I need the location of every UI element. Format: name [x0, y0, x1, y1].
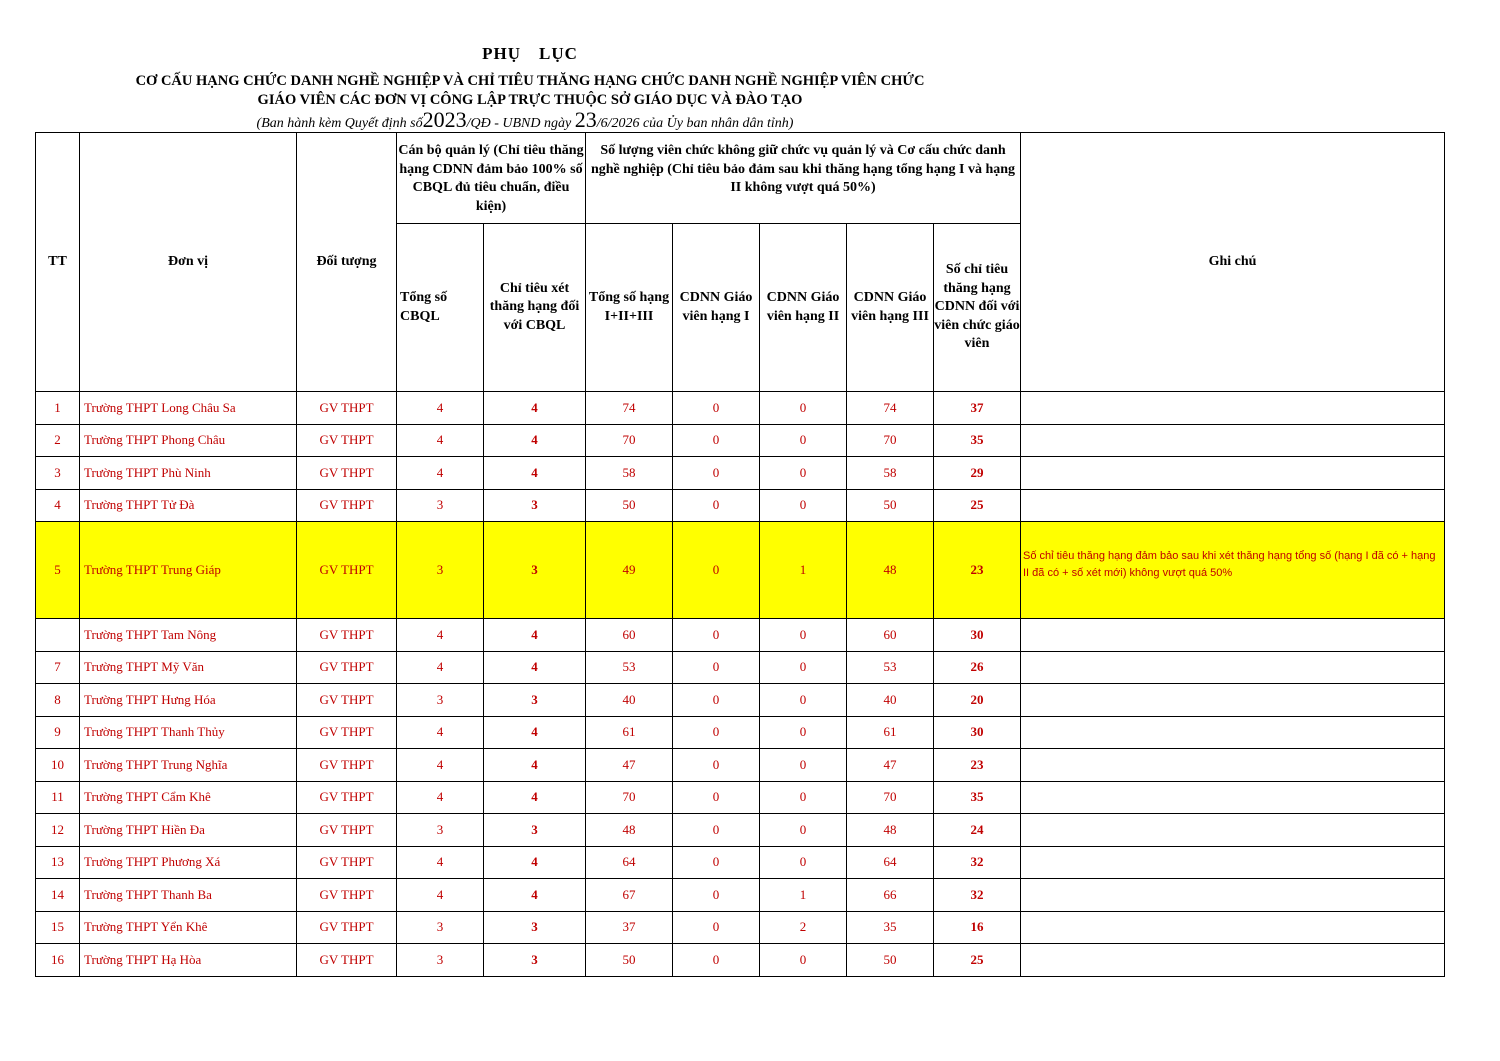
row-total: 50 — [586, 489, 673, 522]
row-unit: Trường THPT Thanh Thủy — [80, 716, 297, 749]
row-quota-cbql: 4 — [484, 392, 586, 425]
row-note — [1021, 944, 1445, 977]
row-note — [1021, 651, 1445, 684]
row-tt: 14 — [36, 879, 80, 912]
row-total-cbql: 4 — [397, 424, 484, 457]
col-target: Đối tượng — [297, 133, 397, 392]
row-quota: 23 — [934, 522, 1021, 619]
row-rank2: 0 — [760, 749, 847, 782]
row-rank2: 0 — [760, 392, 847, 425]
table-row — [36, 944, 1445, 977]
row-unit: Trường THPT Phù Ninh — [80, 457, 297, 490]
row-rank1: 0 — [673, 489, 760, 522]
col-total-rank: Tổng số hạng I+II+III — [586, 224, 673, 392]
row-total: 61 — [586, 716, 673, 749]
table-row — [36, 781, 1445, 814]
row-target: GV THPT — [297, 749, 397, 782]
row-tt: 5 — [36, 522, 80, 619]
table-row — [36, 814, 1445, 847]
row-unit: Trường THPT Yển Khê — [80, 911, 297, 944]
row-quota: 25 — [934, 944, 1021, 977]
table-row — [36, 392, 1445, 425]
table-row — [36, 879, 1445, 912]
row-rank1: 0 — [673, 619, 760, 652]
group-teachers: Số lượng viên chức không giữ chức vụ quản lý và Cơ cấu chức danh nghề nghiệp (Chỉ tiêu bảo đảm sau khi thăng hạng tổng hạng I và hạng II không vượt quá 50%) — [586, 133, 1021, 224]
row-rank3: 64 — [847, 846, 934, 879]
issuance-note: (Ban hành kèm Quyết định số2023/QĐ - UBND ngày 23/6/2026 của Ủy ban nhân dân tỉnh) — [256, 107, 794, 132]
row-rank3: 50 — [847, 489, 934, 522]
row-note: Số chỉ tiêu thăng hạng đảm bảo sau khi xét thăng hạng tổng số (hạng I đã có + hạng II đã có + số xét mới) không vượt quá 50% — [1021, 522, 1445, 619]
row-total: 74 — [586, 392, 673, 425]
row-rank1: 0 — [673, 879, 760, 912]
row-unit: Trường THPT Hiền Đa — [80, 814, 297, 847]
row-quota-cbql: 4 — [484, 781, 586, 814]
row-target: GV THPT — [297, 424, 397, 457]
row-rank3: 48 — [847, 522, 934, 619]
row-unit: Trường THPT Hạ Hòa — [80, 944, 297, 977]
row-rank3: 40 — [847, 684, 934, 717]
row-unit: Trường THPT Tam Nông — [80, 619, 297, 652]
row-total: 70 — [586, 781, 673, 814]
row-rank3: 50 — [847, 944, 934, 977]
row-total-cbql: 4 — [397, 457, 484, 490]
document-heading-line1: CƠ CẤU HẠNG CHỨC DANH NGHỀ NGHIỆP VÀ CHỈ TIÊU THĂNG HẠNG CHỨC DANH NGHỀ NGHIỆP VIÊN CHỨC — [135, 73, 925, 89]
quota-table — [35, 132, 1445, 977]
row-target: GV THPT — [297, 814, 397, 847]
row-target: GV THPT — [297, 879, 397, 912]
row-total-cbql: 4 — [397, 781, 484, 814]
row-total-cbql: 3 — [397, 814, 484, 847]
row-rank2: 0 — [760, 716, 847, 749]
col-total-cbql: Tổng số CBQL — [397, 224, 484, 392]
row-rank3: 61 — [847, 716, 934, 749]
row-rank2: 2 — [760, 911, 847, 944]
col-quota-teachers: Số chỉ tiêu thăng hạng CDNN đối với viên chức giáo viên — [934, 224, 1021, 392]
row-rank2: 0 — [760, 814, 847, 847]
row-target: GV THPT — [297, 911, 397, 944]
row-total: 53 — [586, 651, 673, 684]
col-quota-cbql: Chỉ tiêu xét thăng hạng đối với CBQL — [484, 224, 586, 392]
row-quota-cbql: 4 — [484, 716, 586, 749]
row-total-cbql: 4 — [397, 846, 484, 879]
row-rank3: 48 — [847, 814, 934, 847]
row-rank3: 53 — [847, 651, 934, 684]
row-quota: 32 — [934, 879, 1021, 912]
row-rank1: 0 — [673, 651, 760, 684]
row-tt: 4 — [36, 489, 80, 522]
row-target: GV THPT — [297, 846, 397, 879]
row-rank2: 0 — [760, 944, 847, 977]
row-unit: Trường THPT Trung Giáp — [80, 522, 297, 619]
row-rank1: 0 — [673, 814, 760, 847]
row-total: 50 — [586, 944, 673, 977]
row-unit: Trường THPT Phương Xá — [80, 846, 297, 879]
decision-day: 23 — [574, 107, 597, 132]
row-tt: 15 — [36, 911, 80, 944]
row-note — [1021, 781, 1445, 814]
row-rank2: 0 — [760, 457, 847, 490]
row-tt: 13 — [36, 846, 80, 879]
row-target: GV THPT — [297, 781, 397, 814]
table-row — [36, 651, 1445, 684]
row-quota: 35 — [934, 781, 1021, 814]
row-total: 60 — [586, 619, 673, 652]
row-note — [1021, 846, 1445, 879]
table-row — [36, 457, 1445, 490]
row-total-cbql: 4 — [397, 619, 484, 652]
row-quota-cbql: 3 — [484, 944, 586, 977]
row-total: 47 — [586, 749, 673, 782]
row-rank1: 0 — [673, 749, 760, 782]
document-heading-line2: GIÁO VIÊN CÁC ĐƠN VỊ CÔNG LẬP TRỰC THUỘC SỞ GIÁO DỤC VÀ ĐÀO TẠO — [257, 92, 803, 108]
row-quota-cbql: 4 — [484, 879, 586, 912]
row-unit: Trường THPT Mỹ Văn — [80, 651, 297, 684]
col-note: Ghi chú — [1021, 133, 1445, 392]
row-rank1: 0 — [673, 522, 760, 619]
row-rank1: 0 — [673, 781, 760, 814]
row-rank1: 0 — [673, 911, 760, 944]
row-tt: 9 — [36, 716, 80, 749]
row-note — [1021, 457, 1445, 490]
row-note — [1021, 716, 1445, 749]
row-note — [1021, 911, 1445, 944]
row-rank3: 35 — [847, 911, 934, 944]
row-total-cbql: 3 — [397, 944, 484, 977]
col-unit: Đơn vị — [80, 133, 297, 392]
row-target: GV THPT — [297, 457, 397, 490]
row-rank1: 0 — [673, 457, 760, 490]
row-total: 58 — [586, 457, 673, 490]
col-rank1: CDNN Giáo viên hạng I — [673, 224, 760, 392]
row-rank3: 66 — [847, 879, 934, 912]
row-rank1: 0 — [673, 846, 760, 879]
col-tt: TT — [36, 133, 80, 392]
row-total: 64 — [586, 846, 673, 879]
row-quota: 30 — [934, 716, 1021, 749]
row-quota-cbql: 4 — [484, 424, 586, 457]
row-rank2: 0 — [760, 684, 847, 717]
row-tt: 7 — [36, 651, 80, 684]
row-rank3: 60 — [847, 619, 934, 652]
row-rank2: 0 — [760, 424, 847, 457]
row-rank2: 1 — [760, 522, 847, 619]
row-rank2: 0 — [760, 489, 847, 522]
row-tt: 2 — [36, 424, 80, 457]
row-total-cbql: 4 — [397, 392, 484, 425]
row-quota-cbql: 4 — [484, 457, 586, 490]
row-rank1: 0 — [673, 424, 760, 457]
col-rank3: CDNN Giáo viên hạng III — [847, 224, 934, 392]
row-rank3: 74 — [847, 392, 934, 425]
row-total-cbql: 4 — [397, 651, 484, 684]
row-rank1: 0 — [673, 716, 760, 749]
table-row — [36, 489, 1445, 522]
row-quota: 29 — [934, 457, 1021, 490]
row-target: GV THPT — [297, 522, 397, 619]
row-quota: 24 — [934, 814, 1021, 847]
row-rank3: 70 — [847, 781, 934, 814]
table-row — [36, 846, 1445, 879]
row-note — [1021, 749, 1445, 782]
row-quota: 25 — [934, 489, 1021, 522]
decision-number: 2023 — [422, 107, 467, 132]
row-note — [1021, 814, 1445, 847]
row-total-cbql: 4 — [397, 749, 484, 782]
row-quota-cbql: 3 — [484, 522, 586, 619]
row-quota-cbql: 3 — [484, 489, 586, 522]
row-note — [1021, 489, 1445, 522]
row-unit: Trường THPT Hưng Hóa — [80, 684, 297, 717]
row-rank2: 0 — [760, 846, 847, 879]
row-rank1: 0 — [673, 684, 760, 717]
row-rank2: 0 — [760, 781, 847, 814]
row-total: 70 — [586, 424, 673, 457]
row-rank2: 0 — [760, 619, 847, 652]
row-tt: 8 — [36, 684, 80, 717]
row-target: GV THPT — [297, 619, 397, 652]
table-row — [36, 684, 1445, 717]
appendix-title: PHỤ LỤC — [482, 44, 578, 63]
col-rank2: CDNN Giáo viên hạng II — [760, 224, 847, 392]
row-note — [1021, 424, 1445, 457]
row-target: GV THPT — [297, 392, 397, 425]
row-total: 48 — [586, 814, 673, 847]
row-total: 40 — [586, 684, 673, 717]
row-total: 49 — [586, 522, 673, 619]
row-target: GV THPT — [297, 651, 397, 684]
row-unit: Trường THPT Tử Đà — [80, 489, 297, 522]
row-total: 37 — [586, 911, 673, 944]
row-quota-cbql: 3 — [484, 814, 586, 847]
row-total: 67 — [586, 879, 673, 912]
row-rank2: 1 — [760, 879, 847, 912]
row-rank1: 0 — [673, 944, 760, 977]
row-quota: 20 — [934, 684, 1021, 717]
row-target: GV THPT — [297, 489, 397, 522]
row-quota-cbql: 3 — [484, 911, 586, 944]
row-unit: Trường THPT Long Châu Sa — [80, 392, 297, 425]
row-tt: 10 — [36, 749, 80, 782]
row-quota-cbql: 4 — [484, 619, 586, 652]
row-total-cbql: 3 — [397, 489, 484, 522]
group-cbql: Cán bộ quản lý (Chỉ tiêu thăng hạng CDNN đảm bảo 100% số CBQL đủ tiêu chuẩn, điều kiện) — [397, 133, 586, 224]
row-total-cbql: 3 — [397, 911, 484, 944]
row-quota: 26 — [934, 651, 1021, 684]
row-tt: 12 — [36, 814, 80, 847]
row-quota-cbql: 4 — [484, 846, 586, 879]
row-quota-cbql: 4 — [484, 749, 586, 782]
row-target: GV THPT — [297, 684, 397, 717]
row-quota-cbql: 4 — [484, 651, 586, 684]
row-unit: Trường THPT Thanh Ba — [80, 879, 297, 912]
table-row — [36, 911, 1445, 944]
row-rank1: 0 — [673, 392, 760, 425]
row-total-cbql: 3 — [397, 684, 484, 717]
row-total-cbql: 4 — [397, 879, 484, 912]
table-row — [36, 716, 1445, 749]
row-unit: Trường THPT Trung Nghĩa — [80, 749, 297, 782]
row-rank2: 0 — [760, 651, 847, 684]
table-row — [36, 749, 1445, 782]
row-total-cbql: 3 — [397, 522, 484, 619]
row-unit: Trường THPT Cẩm Khê — [80, 781, 297, 814]
row-quota: 35 — [934, 424, 1021, 457]
row-quota: 30 — [934, 619, 1021, 652]
row-tt: 1 — [36, 392, 80, 425]
row-rank3: 58 — [847, 457, 934, 490]
row-unit: Trường THPT Phong Châu — [80, 424, 297, 457]
row-total-cbql: 4 — [397, 716, 484, 749]
table-row — [36, 619, 1445, 652]
row-note — [1021, 684, 1445, 717]
row-quota: 23 — [934, 749, 1021, 782]
row-tt: 11 — [36, 781, 80, 814]
row-quota-cbql: 3 — [484, 684, 586, 717]
row-tt — [36, 619, 80, 652]
row-quota: 32 — [934, 846, 1021, 879]
row-note — [1021, 392, 1445, 425]
row-rank3: 70 — [847, 424, 934, 457]
row-tt: 3 — [36, 457, 80, 490]
table-row-highlighted — [36, 522, 1445, 619]
row-tt: 16 — [36, 944, 80, 977]
row-target: GV THPT — [297, 944, 397, 977]
row-note — [1021, 879, 1445, 912]
row-quota: 37 — [934, 392, 1021, 425]
row-note — [1021, 619, 1445, 652]
row-quota: 16 — [934, 911, 1021, 944]
row-target: GV THPT — [297, 716, 397, 749]
row-rank3: 47 — [847, 749, 934, 782]
table-row — [36, 424, 1445, 457]
